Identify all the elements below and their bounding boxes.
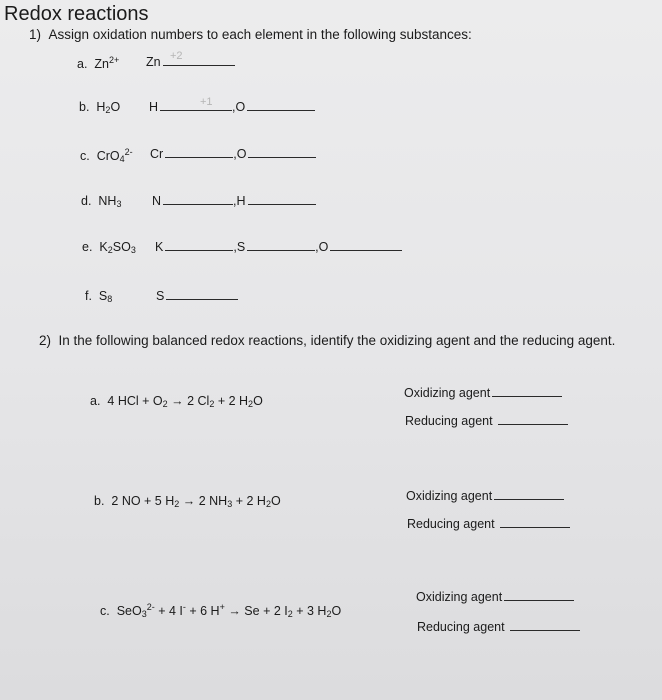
item-letter: d. [81, 194, 92, 208]
reaction-a [90, 394, 263, 409]
formula-part: SO [112, 240, 131, 254]
reaction-b [94, 494, 281, 509]
equation-part: O [331, 604, 342, 618]
subscript: 3 [116, 199, 122, 209]
q1-item-f [85, 289, 112, 304]
element-label: H [149, 100, 159, 114]
answer-blank[interactable] [500, 517, 570, 528]
reducing-agent-label: Reducing agent [407, 517, 495, 531]
item-letter: b. [79, 100, 90, 114]
equation-part: SeO [116, 604, 142, 618]
page-title: Redox reactions [4, 3, 149, 25]
answer-blank[interactable] [504, 590, 574, 601]
element-label: O [318, 240, 329, 254]
answer-blank[interactable] [247, 240, 315, 251]
subscript: 2 [107, 245, 113, 255]
element-label: K [155, 240, 164, 254]
element-label: Zn [146, 55, 161, 69]
subscript: 2 [265, 499, 271, 509]
charge: 2- [124, 147, 133, 157]
equation-part: 2 NO + 5 H [111, 494, 175, 508]
item-letter: b. [94, 494, 105, 508]
equation-part: → 2 NH [179, 494, 228, 508]
charge: 2+ [108, 55, 120, 65]
charge: + [219, 602, 225, 612]
equation-part: → 2 Cl [167, 394, 210, 408]
item-letter: c. [100, 604, 110, 618]
reducing-agent-b [407, 517, 570, 531]
subscript: 3 [130, 245, 136, 255]
oxidizing-agent-b [406, 489, 564, 503]
equation-part: + 6 H [185, 604, 220, 618]
equation-part: O [253, 394, 263, 408]
question-2 [39, 333, 615, 348]
subscript: 3 [141, 609, 147, 619]
item-letter: c. [80, 149, 90, 163]
reducing-agent-c [417, 620, 580, 634]
answer-blank[interactable] [163, 194, 233, 205]
subscript: 2 [248, 399, 254, 409]
answer-blank[interactable] [165, 240, 233, 251]
q1-b-answer: H ,O [149, 100, 315, 114]
subscript: 8 [107, 294, 113, 304]
subscript: 2 [209, 399, 215, 409]
reducing-agent-label: Reducing agent [405, 414, 493, 428]
reducing-agent-label: Reducing agent [417, 620, 505, 634]
subscript: 3 [227, 499, 233, 509]
subscript: 2 [326, 609, 332, 619]
charge: 2- [146, 602, 155, 612]
question-number: 1) [29, 27, 42, 42]
formula-part: H [96, 100, 106, 114]
equation-part: → Se + 2 I [224, 604, 288, 618]
answer-blank[interactable] [510, 620, 580, 631]
answer-blank[interactable] [166, 289, 238, 300]
faint-mark: +2 [170, 50, 183, 62]
answer-blank[interactable] [165, 147, 233, 158]
question-prompt: Assign oxidation numbers to each element in the following substances: [48, 27, 472, 42]
equation-part: 4 HCl + O [107, 394, 163, 408]
item-letter: f. [85, 289, 92, 303]
element-label: S [156, 289, 165, 303]
formula: Zn [94, 57, 109, 71]
element-label: S [236, 240, 246, 254]
question-number: 2) [39, 333, 52, 348]
oxidizing-agent-label: Oxidizing agent [406, 489, 493, 503]
answer-blank[interactable] [492, 386, 562, 397]
item-letter: a. [77, 57, 88, 71]
reducing-agent-a [405, 414, 568, 428]
equation-part: + 3 H [292, 604, 327, 618]
subscript: 2 [162, 399, 168, 409]
q1-a-answer [146, 55, 235, 69]
question-1 [29, 27, 472, 42]
oxidizing-agent-label: Oxidizing agent [404, 386, 491, 400]
element-label: H [236, 194, 246, 208]
q1-item-e [82, 240, 136, 255]
answer-blank[interactable] [498, 414, 568, 425]
element-label: Cr [150, 147, 164, 161]
faint-mark: +1 [200, 96, 213, 108]
formula-part: NH [98, 194, 117, 208]
subscript: 2 [174, 499, 180, 509]
oxidizing-agent-a [404, 386, 562, 400]
question-prompt: In the following balanced redox reactions, identify the oxidizing agent and the reducing agent. [58, 333, 616, 348]
equation-part: + 2 H [232, 494, 266, 508]
item-letter: e. [82, 240, 93, 254]
charge: - [182, 602, 186, 612]
answer-blank[interactable] [248, 194, 316, 205]
element-label: O [235, 100, 246, 114]
subscript: 2 [287, 609, 293, 619]
q1-item-c [80, 147, 133, 164]
equation-part: O [270, 494, 281, 508]
answer-blank[interactable] [494, 489, 564, 500]
q1-e-answer: K ,S ,O [155, 240, 402, 254]
formula-part: K [99, 240, 108, 254]
equation-part: + 4 I [154, 604, 183, 618]
element-label: O [236, 147, 247, 161]
oxidizing-agent-c [416, 590, 574, 604]
q1-c-answer: Cr ,O [150, 147, 316, 161]
q1-item-d [81, 194, 121, 209]
formula-part: S [98, 289, 108, 303]
element-label: N [152, 194, 162, 208]
answer-blank[interactable] [160, 100, 232, 111]
q1-item-a [77, 55, 119, 71]
q1-item-b [79, 100, 120, 115]
formula-part: CrO [96, 149, 120, 163]
q1-f-answer [156, 289, 238, 303]
answer-blank[interactable] [330, 240, 402, 251]
subscript: 4 [119, 154, 125, 164]
answer-blank[interactable] [248, 147, 316, 158]
subscript: 2 [105, 105, 111, 115]
equation-part: + 2 H [214, 394, 249, 408]
reaction-c [100, 602, 341, 619]
q1-d-answer: N ,H [152, 194, 316, 208]
item-letter: a. [90, 394, 101, 408]
oxidizing-agent-label: Oxidizing agent [416, 590, 503, 604]
answer-blank[interactable] [247, 100, 315, 111]
formula-part: O [110, 100, 121, 114]
